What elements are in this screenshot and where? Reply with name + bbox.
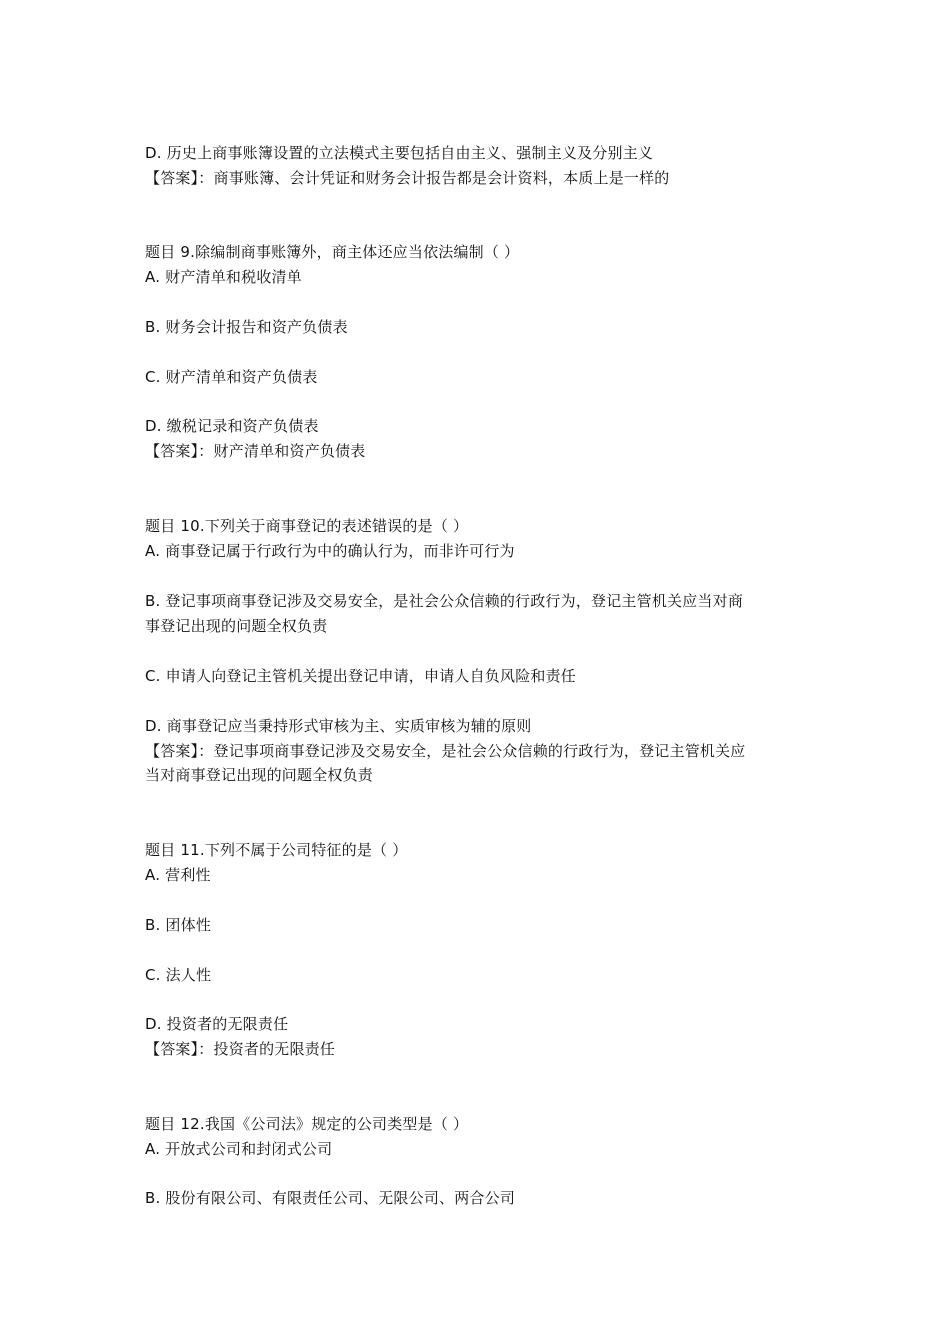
q10-option-b-line1: B. 登记事项商事登记涉及交易安全，是社会公众信赖的行政行为，登记主管机关应当对商: [145, 592, 744, 610]
q8-option-d: D. 历史上商事账簿设置的立法模式主要包括自由主义、强制主义及分别主义: [145, 144, 654, 162]
q10-option-c: C. 申请人向登记主管机关提出登记申请，申请人自负风险和责任: [145, 667, 577, 685]
q10-question: 题目 10.下列关于商事登记的表述错误的是（ ）: [145, 517, 469, 535]
q8-answer: 【答案】：商事账簿、会计凭证和财务会计报告都是会计资料，本质上是一样的: [145, 169, 670, 187]
q12-option-b: B. 股份有限公司、有限责任公司、无限公司、两合公司: [145, 1189, 516, 1207]
q9-option-b: B. 财务会计报告和资产负债表: [145, 318, 348, 336]
q10-option-b-line2: 事登记出现的问题全权负责: [145, 617, 328, 635]
q10-option-a: A. 商事登记属于行政行为中的确认行为，而非许可行为: [145, 542, 515, 560]
q10-answer-line2: 当对商事登记出现的问题全权负责: [145, 766, 374, 784]
q9-option-a: A. 财产清单和税收清单: [145, 268, 302, 286]
q9-answer: 【答案】：财产清单和资产负债表: [145, 442, 366, 460]
q12-option-a: A. 开放式公司和封闭式公司: [145, 1140, 333, 1158]
q9-question: 题目 9.除编制商事账簿外，商主体还应当依法编制（ ）: [145, 243, 520, 261]
q9-option-d: D. 缴税记录和资产负债表: [145, 417, 319, 435]
q11-answer: 【答案】：投资者的无限责任: [145, 1040, 336, 1058]
q11-question: 题目 11.下列不属于公司特征的是（ ）: [145, 841, 408, 859]
q10-answer-line1: 【答案】：登记事项商事登记涉及交易安全，是社会公众信赖的行政行为，登记主管机关应: [145, 742, 746, 760]
q11-option-d: D. 投资者的无限责任: [145, 1015, 289, 1033]
q11-option-b: B. 团体性: [145, 916, 212, 934]
q12-question: 题目 12.我国《公司法》规定的公司类型是（ ）: [145, 1115, 469, 1133]
q10-option-d: D. 商事登记应当秉持形式审核为主、实质审核为辅的原则: [145, 717, 532, 735]
q11-option-a: A. 营利性: [145, 866, 211, 884]
q11-option-c: C. 法人性: [145, 966, 212, 984]
q9-option-c: C. 财产清单和资产负债表: [145, 368, 318, 386]
